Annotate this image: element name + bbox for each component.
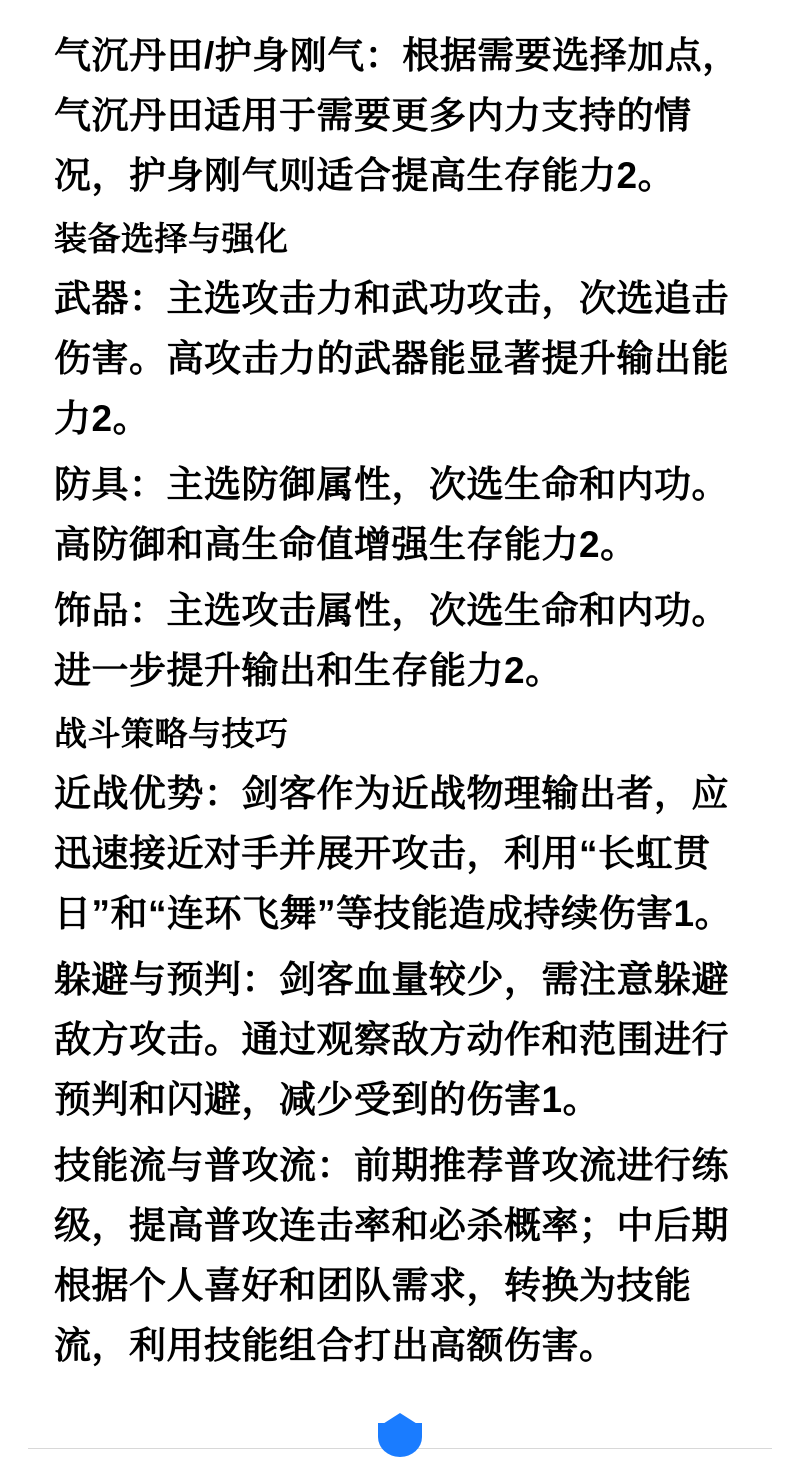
heading-combat-strategy: 战斗策略与技巧	[54, 714, 289, 752]
water-drop-icon[interactable]	[378, 1423, 422, 1457]
paragraph-weapon: 武器：主选攻击力和武功攻击，次选追击伤害。高攻击力的武器能显著提升输出能力2。	[54, 278, 729, 440]
paragraph-melee-advantage: 近战优势：剑客作为近战物理输出者，应迅速接近对手并展开攻击，利用“长虹贯日”和“连环飞舞”等技能造成持续伤害1。	[54, 773, 733, 935]
heading-equipment-selection: 装备选择与强化	[54, 219, 289, 257]
paragraph-accessory: 饰品：主选攻击属性，次选生命和内功。进一步提升输出和生存能力2。	[54, 589, 729, 691]
paragraph-dodge-prediction: 躲避与预判：剑客血量较少，需注意躲避敌方攻击。通过观察敌方动作和范围进行预判和闪避，减少受到的伤害1。	[54, 959, 729, 1120]
paragraph-qichendantian: 气沉丹田/护身刚气：根据需要选择加点，气沉丹田适用于需要更多内力支持的情况，护身刚气则适合提高生存能力2。	[54, 35, 740, 196]
paragraph-skill-vs-basic-attack: 技能流与普攻流：前期推荐普攻流进行练级，提高普攻连击率和必杀概率；中后期根据个人喜好和团队需求，转换为技能流，利用技能组合打出高额伤害。	[54, 1144, 729, 1366]
scroll-indicator	[0, 1427, 800, 1467]
paragraph-armor: 防具：主选防御属性，次选生命和内功。高防御和高生命值增强生存能力2。	[54, 464, 729, 566]
